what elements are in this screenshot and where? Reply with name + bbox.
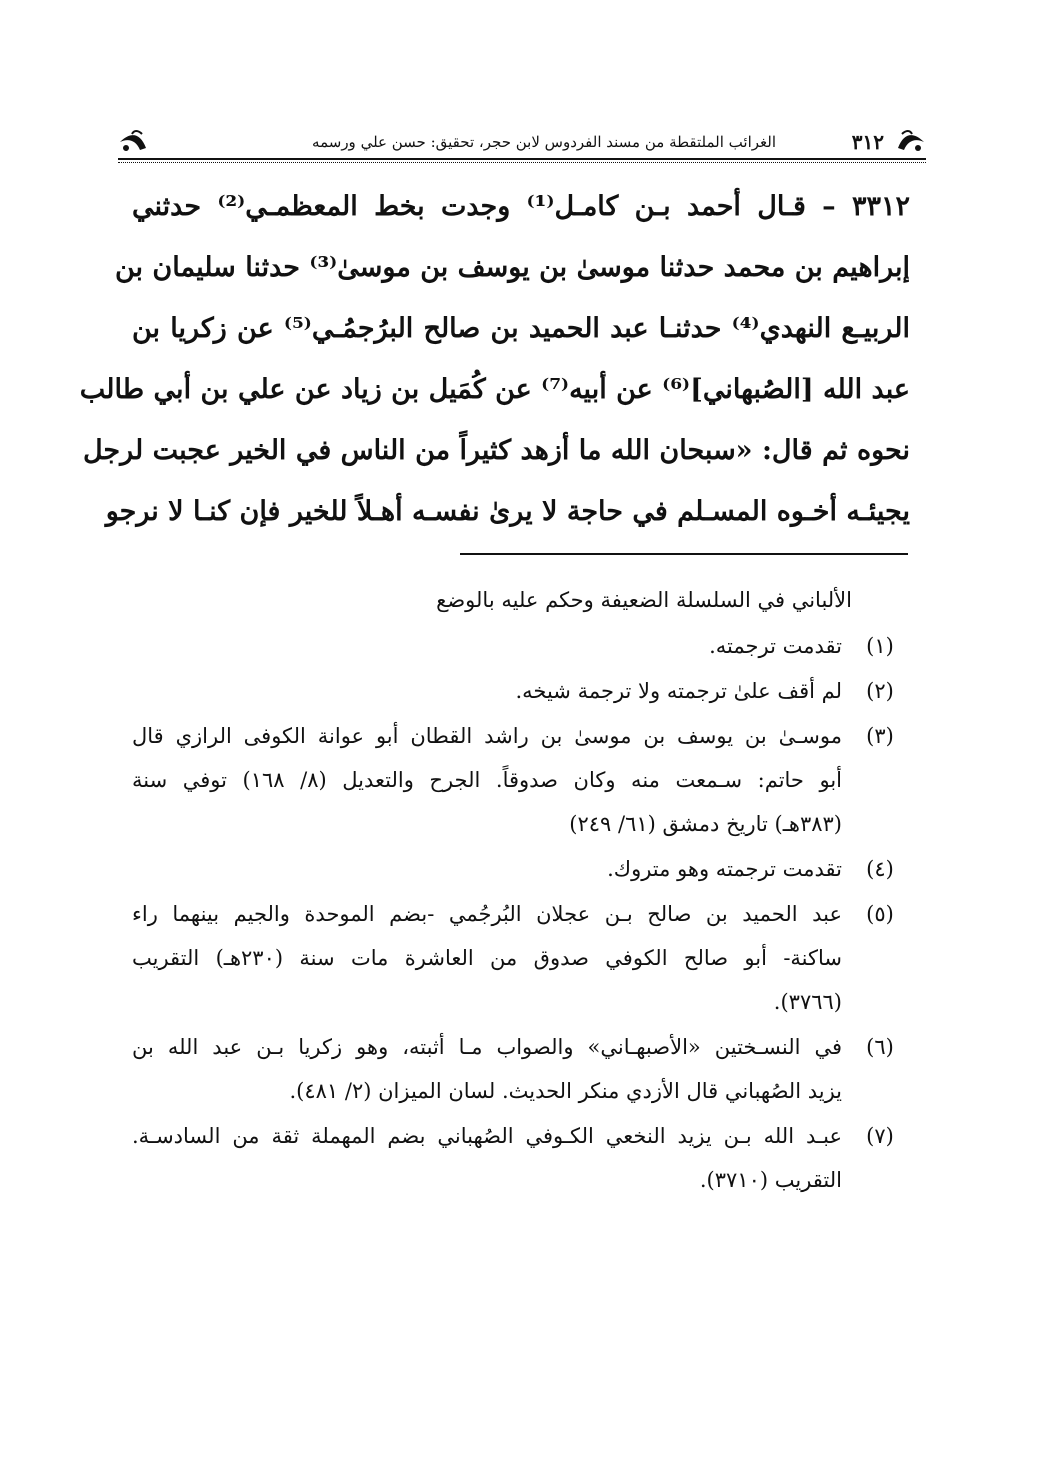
hadith-text [79,176,910,542]
footnote-number: (٥) [866,902,894,926]
footnote-number: (٤) [866,857,894,881]
footnote-item [132,714,910,846]
floral-ornament-icon [896,128,926,154]
footnote-item [132,892,910,1024]
footnote-line: (٣٧٦٦). [773,990,842,1014]
footnote-line: أبو حاتم: سـمعت منه وكان صدوقاً. الجرح والتعديل (٨/ ١٦٨) توفي سنة [132,768,842,792]
footnote-line: عبد الحميد بن صالح بـن عجلان البُرجُمي -بضم الموحدة والجيم بينهما راء [132,902,842,926]
text-line: يجيئـه أخـوه المسـلم في حاجة لا يرىٰ نفسـه أهـلاً للخير فإن كنـا لا نرجو [105,496,910,527]
footnote-line: لم أقف علىٰ ترجمته ولا ترجمة شيخه. [515,679,842,703]
header-rule-dotted [118,162,926,164]
running-header [118,126,926,160]
footnote-line: يزيد الصُهباني قال الأزدي منكر الحديث. لسان الميزان (٢/ ٤٨١). [289,1079,842,1103]
footnote-number: (٢) [866,679,894,703]
footnote-continuation: الألباني في السلسلة الضعيفة وحكم عليه بالوضع [436,588,852,612]
footnote-separator [460,553,908,555]
footnote-item [132,1114,910,1202]
header-rule [118,158,926,160]
footnote-number: (٧) [866,1124,894,1148]
footnote-line: ساكنة- أبو صالح الكوفي صدوق من العاشرة مات سنة (٢٣٠هـ) التقريب [132,946,842,970]
footnote-line: تقدمت ترجمته. [709,634,842,658]
text-line: نحوه ثم قال: «سبحان الله ما أزهد كثيراً من الناس في الخير عجبت لرجل [82,435,910,466]
footnote-line: تقدمت ترجمته وهو متروك. [607,857,842,881]
footnote-item [132,624,910,668]
text-line: عبد الله [الصُبهاني]⁽⁶⁾ عن أبيه⁽⁷⁾ عن كُمَيل بن زياد عن علي بن أبي طالب [79,374,910,405]
footnote-line: في النسـختين «الأصبهـاني» والصواب مـا أثبته، وهو زكريا بـن عبد الله بن [132,1035,842,1059]
footnote-number: (٦) [866,1035,894,1059]
running-title: الغرائب الملتقطة من مسند الفردوس لابن حجر، تحقيق: حسن علي ورسمه [312,133,776,151]
text-line: الربيـع النهدي⁽⁴⁾ حدثنـا عبد الحميد بن صالح البرُجمُـي⁽⁵⁾ عن زكريا بن [132,313,910,344]
text-line: إبراهيم بن محمد حدثنا موسىٰ بن يوسف بن موسىٰ⁽³⁾ حدثنا سليمان بن [114,252,910,283]
footnote-line: التقريب (٣٧١٠). [699,1168,842,1192]
footnote-item [132,847,910,891]
footnote-number: (١) [866,634,894,658]
footnotes [132,578,910,1203]
page-number: ٣١٢ [851,130,884,154]
footnote-line: عبـد الله بـن يزيد النخعي الكـوفي الصُهباني بضم المهملة ثقة من السادسـة. [132,1124,842,1148]
footnote-number: (٣) [866,724,894,748]
floral-ornament-icon [118,128,148,154]
text-line: ٣٣١٢ – قـال أحمد بـن كامـل⁽¹⁾ وجدت بخط المعظمـي⁽²⁾ حدثني [132,191,910,222]
footnote-item [132,1025,910,1113]
footnote-line: (٣٨٣هـ) تاريخ دمشق (٦١/ ٢٤٩) [569,812,842,836]
footnote-item [132,669,910,713]
footnote-line: موسـىٰ بن يوسف بن موسىٰ بن راشد القطان أبو عوانة الكوفى الرازي قال [132,724,842,748]
